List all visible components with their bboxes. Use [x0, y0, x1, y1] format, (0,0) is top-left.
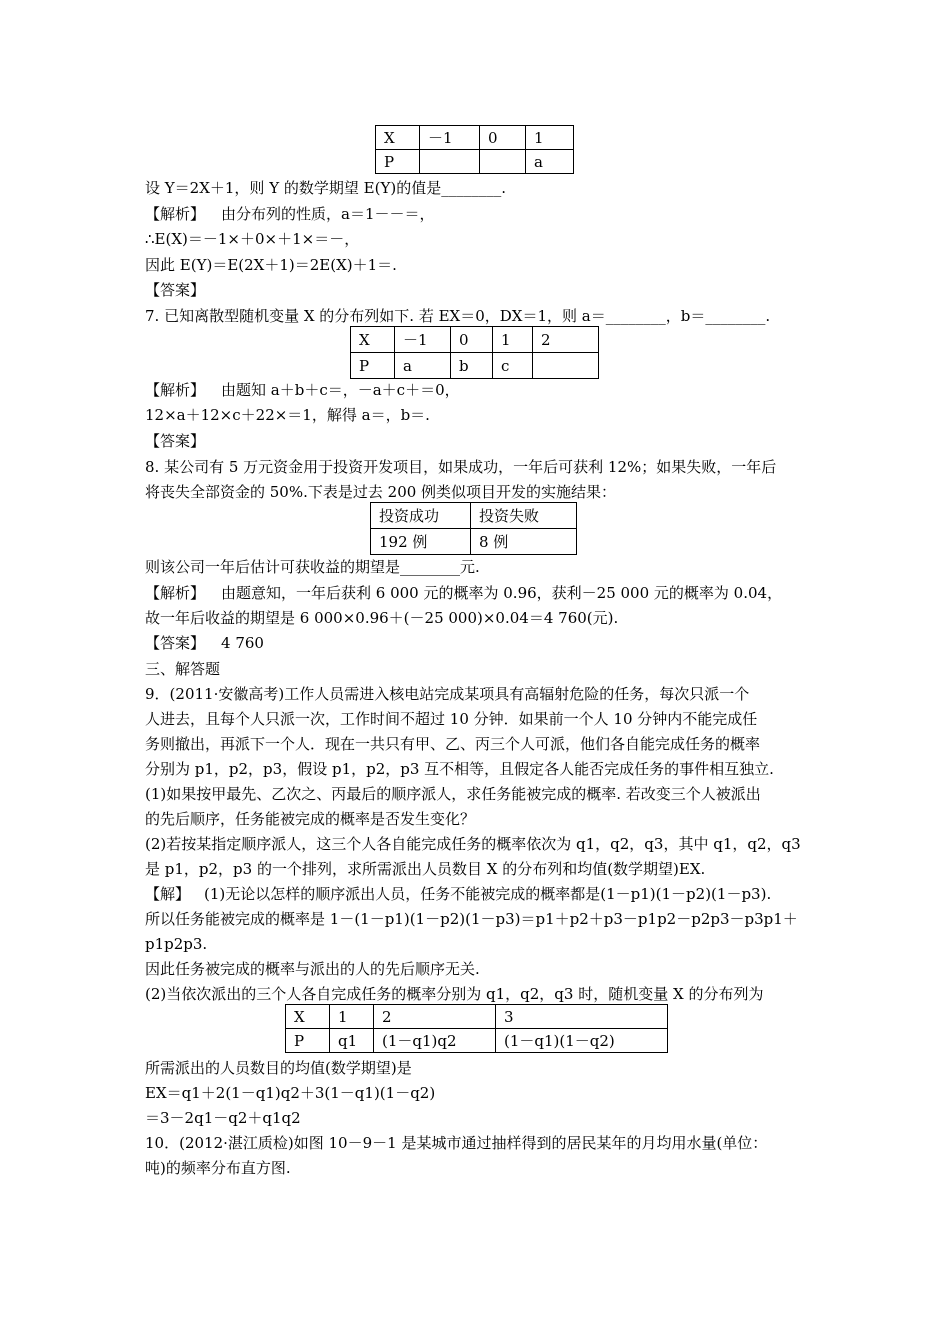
q9-subquestion-1: 的先后顺序，任务能被完成的概率是否发生变化？ [145, 810, 476, 828]
q10-stem: 10．(2012·湛江质检)如图 10－9－1 是某城市通过抽样得到的居民某年的月均用水量(单位： [145, 1134, 768, 1152]
table-cell: P [351, 353, 395, 379]
q9-solution-line [145, 884, 771, 904]
table-row [286, 1005, 668, 1029]
q7-analysis-line [145, 380, 460, 400]
analysis-tag: 【解析】 [145, 205, 206, 223]
table-row [376, 150, 574, 174]
distribution-table-3 [285, 1004, 668, 1053]
table-row [286, 1029, 668, 1053]
solution-tag: 【解】 [145, 885, 191, 903]
table-row [371, 503, 577, 529]
q9-subquestion-2: (2)若按某指定顺序派人，这三个人各自能完成任务的概率依次为 q1，q2，q3，其中 q1，q2，q3 [145, 835, 801, 853]
q7-analysis-line: 12×a＋12×c＋22×＝1，解得 a＝，b＝. [145, 406, 430, 424]
table-row [371, 529, 577, 555]
table-cell: 1 [330, 1005, 374, 1029]
table-cell: －1 [395, 327, 451, 353]
solution-text: (1)无论以怎样的顺序派出人员，任务不能被完成的概率都是(1－p1)(1－p2)(1－p3). [204, 885, 772, 903]
table-cell: b [451, 353, 493, 379]
table-row [351, 353, 599, 379]
table-cell: －1 [420, 126, 480, 150]
q6-analysis-line [145, 204, 435, 224]
q6-question: 设 Y＝2X＋1，则 Y 的数学期望 E(Y)的值是________. [145, 179, 506, 197]
investment-table [370, 502, 577, 555]
answer-value: 4 760 [221, 634, 264, 652]
table-cell: (1－q1)q2 [374, 1029, 496, 1053]
table-cell: 8 例 [471, 529, 577, 555]
table-cell: 0 [480, 126, 526, 150]
analysis-text: 由题意知，一年后获利 6 000 元的概率为 0.96，获利－25 000 元的概率为 0.04， [221, 584, 783, 602]
q6-analysis-line: 因此 E(Y)＝E(2X＋1)＝2E(X)＋1＝. [145, 256, 397, 274]
table-cell: a [526, 150, 574, 174]
q8-stem: 8. 某公司有 5 万元资金用于投资开发项目，如果成功，一年后可获利 12%；如果失败，一年后 [145, 458, 777, 476]
table-cell: P [286, 1029, 330, 1053]
table-cell: c [493, 353, 533, 379]
table-cell: (1－q1)(1－q2) [496, 1029, 668, 1053]
q7-stem: 7. 已知离散型随机变量 X 的分布列如下. 若 EX＝0，DX＝1，则 a＝________，b＝________. [145, 307, 771, 325]
q9-solution-line: ＝3－2q1－q2＋q1q2 [145, 1109, 301, 1127]
table-cell: 1 [493, 327, 533, 353]
q8-question: 则该公司一年后估计可获收益的期望是________元. [145, 558, 480, 576]
table-cell: 2 [533, 327, 599, 353]
q9-subquestion-2: 是 p1，p2，p3 的一个排列，求所需派出人员数目 X 的分布列和均值(数学期望)EX. [145, 860, 706, 878]
table-cell [533, 353, 599, 379]
table-cell: q1 [330, 1029, 374, 1053]
q9-stem: 务则撤出，再派下一个人．现在一共只有甲、乙、丙三个人可派，他们各自能完成任务的概率 [145, 735, 761, 753]
table-row [351, 327, 599, 353]
q9-solution-line: 因此任务被完成的概率与派出的人的先后顺序无关. [145, 960, 480, 978]
q9-stem: 分别为 p1，p2，p3，假设 p1，p2，p3 互不相等，且假定各人能否完成任务的事件相互独立. [145, 760, 774, 778]
q8-stem: 将丧失全部资金的 50%.下表是过去 200 例类似项目开发的实施结果： [145, 483, 617, 501]
q9-solution-line: p1p2p3. [145, 935, 208, 953]
q9-stem: 9．(2011·安徽高考)工作人员需进入核电站完成某项具有高辐射危险的任务，每次只派一个 [145, 685, 750, 703]
table-cell [480, 150, 526, 174]
q9-stem: 人进去，且每个人只派一次，工作时间不超过 10 分钟．如果前一个人 10 分钟内不能完成任 [145, 710, 758, 728]
q8-answer-line [145, 633, 264, 653]
table-cell: 3 [496, 1005, 668, 1029]
answer-tag: 【答案】 [145, 634, 206, 652]
q9-solution-line: (2)当依次派出的三个人各自完成任务的概率分别为 q1，q2，q3 时，随机变量 X 的分布列为 [145, 985, 764, 1003]
table-cell: 投资失败 [471, 503, 577, 529]
section-heading: 三、解答题 [145, 660, 221, 678]
table-cell: 192 例 [371, 529, 471, 555]
q6-answer-tag: 【答案】 [145, 281, 206, 299]
table-cell: P [376, 150, 420, 174]
analysis-text: 由题知 a＋b＋c＝，－a＋c＋＝0， [221, 381, 460, 399]
q8-analysis-line [145, 583, 782, 603]
analysis-text: 由分布列的性质，a＝1－－＝， [221, 205, 435, 223]
q6-analysis-line: ∴E(X)＝－1×＋0×＋1×＝－， [145, 230, 360, 248]
q9-solution-line: EX＝q1＋2(1－q1)q2＋3(1－q1)(1－q2) [145, 1084, 436, 1102]
table-cell: 2 [374, 1005, 496, 1029]
distribution-table-2 [350, 326, 599, 379]
table-cell: 0 [451, 327, 493, 353]
analysis-tag: 【解析】 [145, 381, 206, 399]
table-cell: a [395, 353, 451, 379]
q9-subquestion-1: (1)如果按甲最先、乙次之、丙最后的顺序派人，求任务能被完成的概率. 若改变三个人被派出 [145, 785, 761, 803]
q10-stem: 吨)的频率分布直方图. [145, 1159, 291, 1177]
table-cell: 1 [526, 126, 574, 150]
table-cell: X [351, 327, 395, 353]
table-cell: 投资成功 [371, 503, 471, 529]
table-cell: X [376, 126, 420, 150]
table-row [376, 126, 574, 150]
table-cell [420, 150, 480, 174]
distribution-table-1 [375, 125, 574, 174]
analysis-tag: 【解析】 [145, 584, 206, 602]
q7-answer-tag: 【答案】 [145, 432, 206, 450]
q9-solution-line: 所以任务能被完成的概率是 1－(1－p1)(1－p2)(1－p3)＝p1＋p2＋p3－p1p2－p2p3－p3p1＋ [145, 910, 798, 928]
q9-solution-line: 所需派出的人员数目的均值(数学期望)是 [145, 1059, 412, 1077]
q8-analysis-line: 故一年后收益的期望是 6 000×0.96＋(－25 000)×0.04＝4 760(元). [145, 609, 619, 627]
table-cell: X [286, 1005, 330, 1029]
